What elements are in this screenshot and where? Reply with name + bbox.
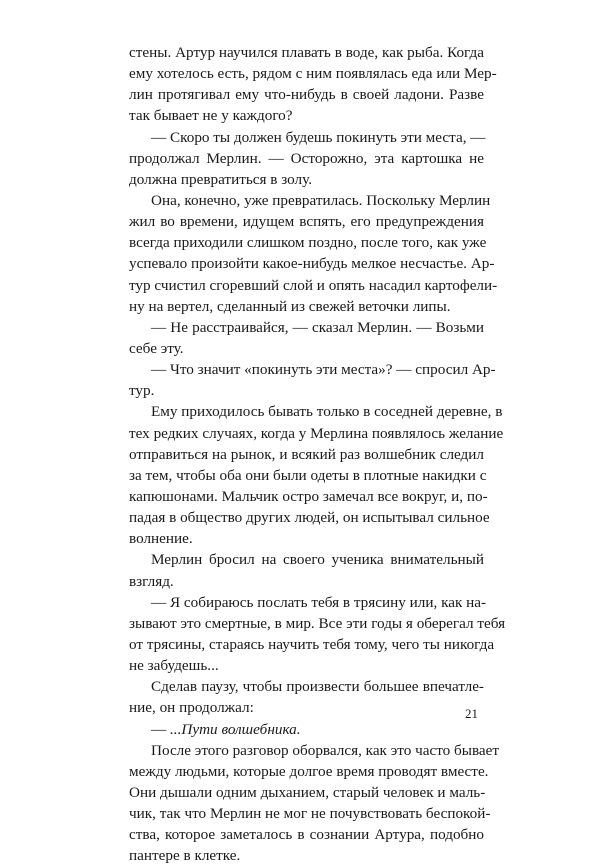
text-line: — Не расстраивайся, — сказал Мерлин. — Возьми: [151, 318, 484, 336]
text-line: волнение.: [129, 530, 193, 548]
text-line: не забудешь...: [129, 657, 219, 675]
text-line: продолжал Мерлин. — Осторожно, эта картошка не: [129, 149, 484, 167]
page-number: 21: [465, 706, 478, 721]
text-line: — Что значит «покинуть эти места»? — спросил Ар-: [151, 361, 496, 379]
text-line: тур счистил сгоревший слой и опять насадил картофели-: [129, 276, 498, 294]
text-line: — Я собираюсь послать тебя в трясину или, как на-: [151, 593, 487, 611]
text-line: так бывает не у каждого?: [129, 107, 293, 125]
text-line: тур.: [129, 382, 155, 400]
text-line: Ему приходилось бывать только в соседней деревне, в: [151, 403, 503, 421]
text-line: должна превратиться в золу.: [129, 170, 313, 188]
text-line: — Скоро ты должен будешь покинуть эти места, —: [151, 128, 486, 146]
text-line: зывают это смертные, в мир. Все эти годы я оберегал тебя: [129, 614, 506, 632]
text-line: падая в общество других людей, он испытывал сильное: [129, 509, 490, 527]
text-line: всегда приходили слишком поздно, после того, как уже: [129, 234, 487, 252]
text-line: себе эту.: [129, 339, 184, 357]
text-line: за тем, чтобы оба они были одеты в плотные накидки с: [129, 466, 487, 484]
text-line: жил во времени, идущем вспять, его предупреждения: [129, 213, 484, 231]
text-line: Она, конечно, уже превратилась. Поскольку Мерлин: [151, 191, 491, 209]
text-line: успевало произойти какое-нибудь мелкое несчастье. Ар-: [129, 255, 495, 273]
text-line: ние, он продолжал:: [129, 699, 254, 717]
text-line: ну на вертел, сделанный из свежей веточки липы.: [129, 297, 451, 315]
text-line: Сделав паузу, чтобы произвести большее впечатле-: [151, 678, 484, 696]
text-line: от трясины, стараясь научить тебя тому, чего ты никогда: [129, 635, 495, 653]
text-line: пантере в клетке.: [129, 847, 241, 865]
text-line: тех редких случаях, когда у Мерлина появлялось желание: [129, 424, 504, 442]
text-line: между людьми, которые долгое время проводят вместе.: [129, 762, 489, 780]
text-line: взгляд.: [129, 572, 174, 590]
text-line: стены. Артур научился плавать в воде, как рыба. Когда: [129, 44, 484, 61]
text-line: чик, так что Мерлин не мог не почувствовать беспокой-: [129, 805, 491, 823]
text-line: Мерлин бросил на своего ученика внимательный: [151, 551, 484, 569]
text-line: капюшонами. Мальчик остро замечал все вокруг, и, по-: [129, 487, 488, 505]
text-line: После этого разговор оборвался, как это часто бывает: [151, 741, 500, 759]
dialogue-dash: —: [151, 720, 170, 738]
text-line: ства, которое заметалось в сознании Артура, подобно: [129, 826, 484, 844]
text-line: лин протягивал ему что-нибудь в своей ладони. Разве: [129, 86, 484, 104]
text-line: [129, 719, 484, 740]
body-text: [129, 42, 506, 866]
text-line: Они дышали одним дыханием, старый человек и маль-: [129, 783, 486, 801]
text-line: отправиться на рынок, и всякий раз волшебник следил: [129, 445, 484, 463]
text-line: ему хотелось есть, рядом с ним появлялась еда или Мер-: [129, 65, 497, 83]
italic-phrase: ...Пути волшебника.: [169, 720, 301, 738]
